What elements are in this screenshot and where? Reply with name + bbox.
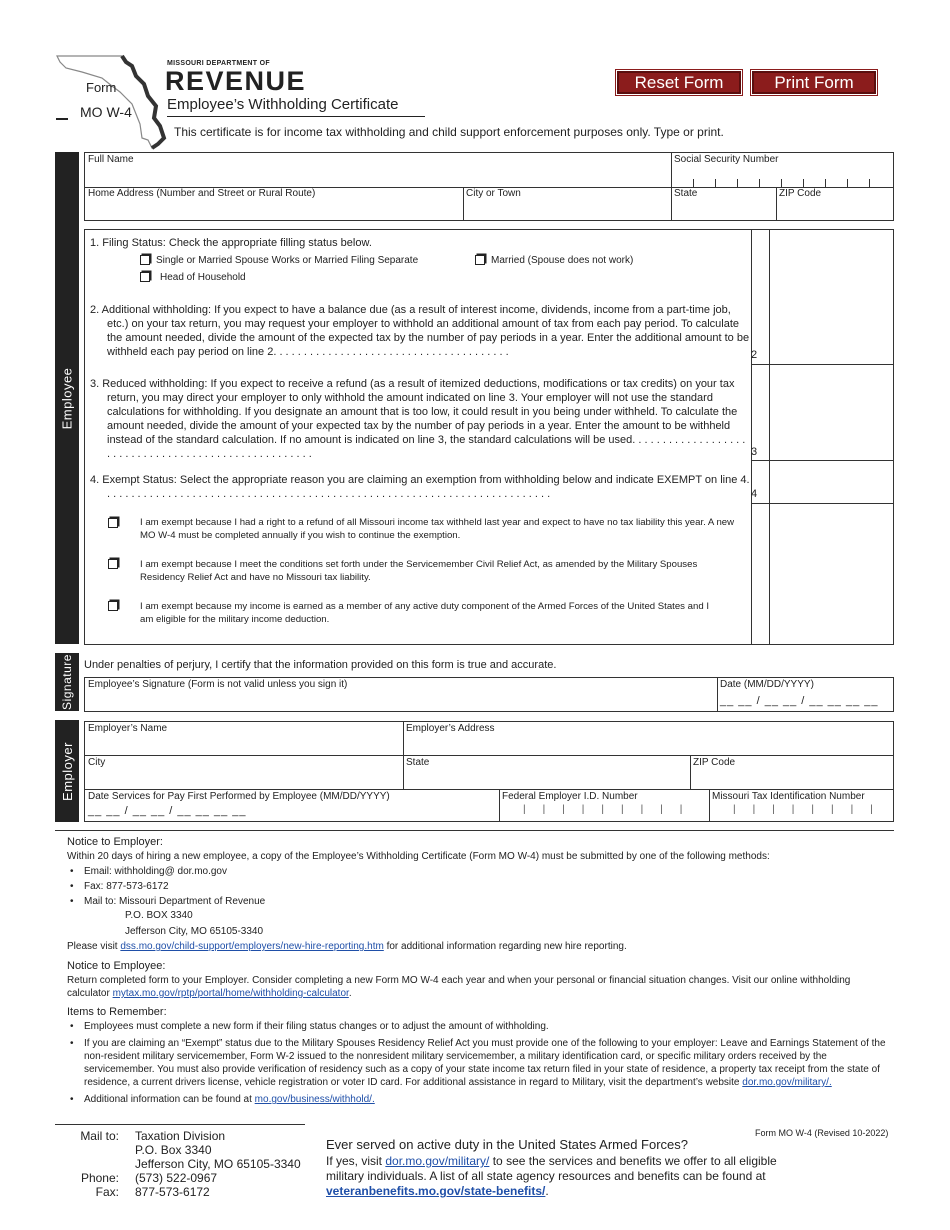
ssn-field[interactable]: Social Security Number [671,153,893,187]
employer-city-field[interactable]: City [88,757,106,768]
exempt-refund-checkbox[interactable] [108,518,118,528]
revenue-logo: REVENUE [165,66,307,96]
form-code: MO W-4 [80,104,132,120]
veteran-benefits-link[interactable]: veteranbenefits.mo.gov/state-benefits/ [326,1184,546,1198]
agency-small-text: MISSOURI DEPARTMENT OF [167,60,270,67]
filing-married-checkbox[interactable] [475,255,485,265]
filing-hoh-option[interactable]: Head of Household [140,271,246,284]
footer-fax: 877-573-6172 [135,1185,210,1199]
notice-employee-heading: Notice to Employee: [67,960,166,972]
employer-section-label: Employer [55,720,79,822]
submission-methods-list [67,864,265,909]
military-link[interactable]: dor.mo.gov/military/. [742,1077,832,1088]
employee-info-box [84,152,894,221]
exempt-scra-text: I am exempt because I meet the conditions set forth under the Servicemember Civil Relief Act, as amended by the Military Spouses Residency Relief Act and have no Missouri tax liability. [140,559,698,583]
mail-to-label: Mail to: [80,1129,119,1143]
filing-married-option[interactable]: Married (Spouse does not work) [475,254,633,267]
fein-field[interactable]: Federal Employer I.D. Number ||||||||| [502,791,700,815]
form-subtitle: This certificate is for income tax withholding and child support enforcement purposes only. Type or print. [174,125,724,139]
mo-tax-id-field[interactable]: Missouri Tax Identification Number |||||||| [712,791,890,815]
footer-labels [55,1129,119,1199]
item-additional-info: • Additional information can be found at mo.gov/business/withhold/. [67,1093,889,1106]
employee-section-label: Employee [55,152,79,644]
date-services-field[interactable]: Date Services for Pay First Performed by Employee (MM/DD/YYYY) __ __ / __ __ / __ __ __ __ [88,791,390,817]
military-heading: Ever served on active duty in the United States Armed Forces? [326,1137,689,1152]
items-list [67,1020,889,1106]
state-field[interactable]: State [674,188,698,199]
withholding-calculator-link[interactable]: mytax.mo.gov/rptp/portal/home/withholding-calculator [112,988,349,999]
employer-address-field[interactable]: Employer’s Address [406,723,495,734]
home-address-field[interactable]: Home Address (Number and Street or Rural Route) [88,188,316,199]
item-exempt-military: • If you are claiming an “Exempt” status due to the Military Spouses Residency Relief Act you must provide one of the following to your employer: Leave and Earnings Statement of the non-resident military servicemember, Form W-2 issued to the nonresident military servicemember, a military identification card, or specific military orders received by the servicemember. You must also provide verification of residency such as a copy of your state income tax return filed in your state of residence, a property tax receipt from the state of residence, a current drivers license, vehicle registration or voter ID card. For additional assistance in regard to Military, visit the department’s website dor.mo.gov/military/. [67,1037,889,1089]
signature-date-field[interactable]: Date (MM/DD/YYYY) __ __ / __ __ / __ __ __ __ [720,679,879,707]
city-field[interactable]: City or Town [466,188,521,199]
line-3-text: 3. Reduced withholding: If you expect to receive a refund (as a result of itemized deductions, modifications or tax credits) on your tax return, you may direct your employer to only withhold the amount indicated on line 3. Your employer will not use the standard calculations for withholding. If you designate an amount that is too low, it could result in you being under withheld. To calculate the amount needed, divide the amount of your expected tax by the number of pay periods in a year. Enter the amount to be withheld instead of the standard calculation. If no amount is indicated on line 3, the standard calculations will be used. . . . . . . . . . . . . . . . . . . . . . . . . . . . . . . . . . . . . . . . . . . . . . . . . . . . . [90,378,746,460]
item-new-form: • Employees must complete a new form if their filing status changes or to adjust the amount of withholding. [67,1020,889,1033]
method-mail: • Mail to: Missouri Department of Revenue [67,894,265,909]
exempt-scra-checkbox[interactable] [108,559,118,569]
phone-label: Phone: [80,1171,119,1185]
footer-phone: (573) 522-0967 [135,1171,218,1185]
notice-employee-text: Return completed form to your Employer. Consider completing a new Form MO W-4 each year and when your personal or financial situation changes. Visit our online withholding calculator mytax.mo.gov/rptp/portal/home/withholding-calculator. [67,975,851,999]
mail-po-box: P.O. BOX 3340 [125,910,193,921]
footer-addr-1: Taxation Division [135,1129,226,1143]
employer-zip-field[interactable]: ZIP Code [693,757,736,768]
footer-addr-3: Jefferson City, MO 65105-3340 [135,1157,301,1171]
military-services-link[interactable]: dor.mo.gov/military/ [385,1154,490,1168]
filing-single-checkbox[interactable] [140,255,150,265]
form-code-dash [56,118,68,120]
exempt-military-checkbox[interactable] [108,601,118,611]
line-2-number: 2 [751,349,758,361]
method-fax: • Fax: 877-573-6172 [67,879,265,894]
military-info: If yes, visit dor.mo.gov/military/ to see the services and benefits we offer to all eligible military individuals. A list of all state agency resources and benefits can be found at veteranbenefits.mo.gov/state-benefits/. [326,1154,777,1198]
form-title: Employee’s Withholding Certificate [167,96,425,117]
reset-form-button[interactable]: Reset Form [617,71,741,94]
employer-name-field[interactable]: Employer’s Name [88,723,168,734]
signature-section-label: Signature [55,653,79,711]
method-email: • Email: withholding@ dor.mo.gov [67,864,265,879]
line-1-title: 1. Filing Status: Check the appropriate filling status below. [90,237,372,249]
mail-city: Jefferson City, MO 65105-3340 [125,926,264,937]
notice-employer-heading: Notice to Employer: [67,836,163,848]
new-hire-visit-line: Please visit dss.mo.gov/child-support/employers/new-hire-reporting.htm for additional information regarding new hire reporting. [67,941,627,952]
line-4-exempt-input[interactable] [769,460,893,502]
line-3-amount-input[interactable] [769,364,893,459]
full-name-field[interactable]: Full Name [88,154,134,165]
perjury-statement: Under penalties of perjury, I certify that the information provided on this form is true and accurate. [84,659,557,671]
footer-addr-2: P.O. Box 3340 [135,1143,212,1157]
form-revision: Form MO W-4 (Revised 10-2022) [755,1128,889,1138]
zip-field[interactable]: ZIP Code [779,188,822,199]
fax-label: Fax: [95,1185,119,1199]
footer-divider [55,1124,305,1125]
employer-state-field[interactable]: State [406,757,430,768]
line-2-text: 2. Additional withholding: If you expect to have a balance due (as a result of interest income, dividends, income from a part-time job, etc.) on your tax return, you may request your employer to withhold an additional amount of tax from each pay period. To calculate the amount needed, divide the amount of the expected tax by the number of pay periods in a year. Enter the additional amount to be withheld each pay period on line 2. . . . . . . . . . . . . . . . . . . . . . . . . . . . . . . . . . . . . . . [90,304,750,358]
filing-hoh-checkbox[interactable] [140,272,150,282]
print-form-button[interactable]: Print Form [752,71,876,94]
footer-address [135,1129,301,1199]
employee-signature-field[interactable]: Employee’s Signature (Form is not valid unless you sign it) [88,679,348,690]
line-4-number: 4 [751,488,758,500]
signature-box [84,677,894,712]
line-4-text: 4. Exempt Status: Select the appropriate reason you are claiming an exemption from withholding below and indicate EXEMPT on line 4. . . . . . . . . . . . . . . . . . . . . . . . . . . . . . . . . . . . . . . . . . . . . . . . . . . . . . . . . . . . . . . . . . . . . . . . . . [90,474,750,500]
items-heading: Items to Remember: [67,1006,167,1018]
filing-single-option[interactable]: Single or Married Spouse Works or Married Filing Separate [140,254,418,267]
employer-info-box [84,721,894,822]
exempt-military-text: I am exempt because my income is earned as a member of any active duty component of the Armed Forces of the United States and I am eligible for the military income deduction. [140,601,709,625]
withhold-link[interactable]: mo.gov/business/withhold/. [254,1094,375,1105]
section-divider [55,830,894,831]
missouri-state-outline [52,54,170,150]
line-2-amount-input[interactable] [769,230,893,363]
exempt-refund-text: I am exempt because I had a right to a refund of all Missouri income tax withheld last year and expect to have no tax liability this year. A new MO W-4 must be completed annually if you wish to continue the exemption. [140,517,735,541]
form-word: Form [86,80,117,95]
notice-employer-intro: Within 20 days of hiring a new employee, a copy of the Employee’s Withholding Certificate (Form MO W-4) must be submitted by one of the following methods: [67,851,770,862]
new-hire-link[interactable]: dss.mo.gov/child-support/employers/new-hire-reporting.htm [120,941,384,952]
line-3-number: 3 [751,446,758,458]
